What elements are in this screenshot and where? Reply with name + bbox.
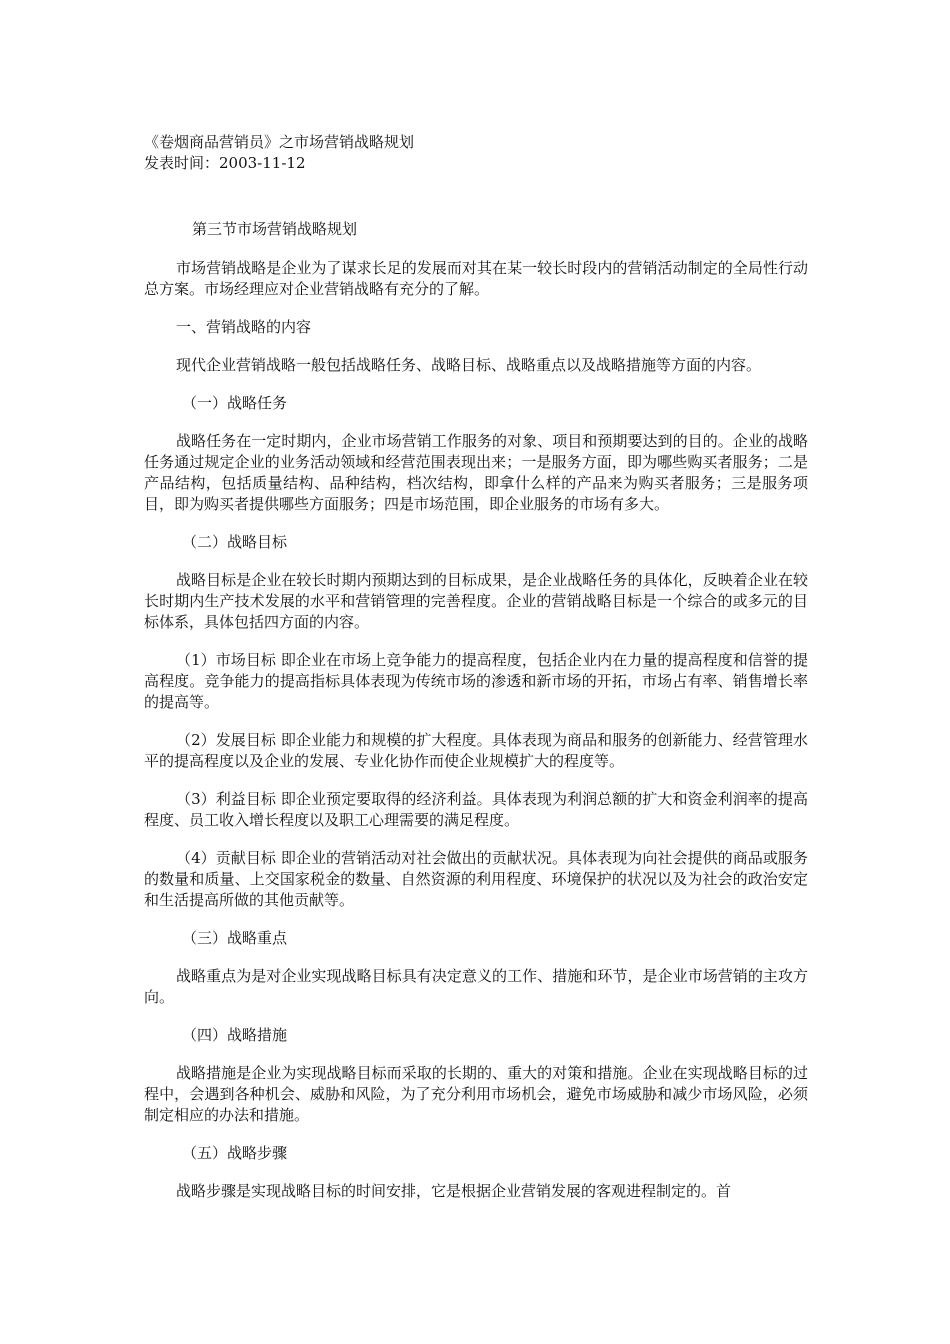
publish-date: 发表时间：2003-11-12 (144, 154, 306, 172)
subheading-strategic-steps: （五）战略步骤 (182, 1144, 288, 1162)
paragraph-contribution-goal: （4）贡献目标 即企业的营销活动对社会做出的贡献状况。具体表现为向社会提供的商品或服务的数量和质量、上交国家税金的数量、自然资源的利用程度、环境保护的状况以及为社会的政治安定和生活提高所做的其他贡献等。 (144, 849, 808, 909)
heading-strategy-content: 一、营销战略的内容 (176, 318, 312, 336)
section-title: 第三节市场营销战略规划 (192, 220, 358, 238)
paragraph-strategy-content: 现代企业营销战略一般包括战略任务、战略目标、战略重点以及战略措施等方面的内容。 (176, 356, 762, 374)
paragraph-strategic-measures: 战略措施是企业为实现战略目标而采取的长期的、重大的对策和措施。企业在实现战略目标的过程中，会遇到各种机会、威胁和风险，为了充分利用市场机会，避免市场威胁和减少市场风险，必须制定相应的办法和措施。 (144, 1064, 808, 1124)
subheading-strategic-measures: （四）战略措施 (182, 1026, 288, 1044)
subheading-strategic-goal: （二）战略目标 (182, 533, 288, 551)
paragraph-strategic-goal: 战略目标是企业在较长时期内预期达到的目标成果，是企业战略任务的具体化，反映着企业在较长时期内生产技术发展的水平和营销管理的完善程度。企业的营销战略目标是一个综合的或多元的目标体系，具体包括四方面的内容。 (144, 571, 808, 631)
paragraph-profit-goal: （3）利益目标 即企业预定要取得的经济利益。具体表现为利润总额的扩大和资金利润率的提高程度、员工收入增长程度以及职工心理需要的满足程度。 (144, 790, 808, 829)
paragraph-strategic-steps: 战略步骤是实现战略目标的时间安排，它是根据企业营销发展的客观进程制定的。首 (176, 1182, 732, 1200)
paragraph-intro: 市场营销战略是企业为了谋求长足的发展而对其在某一较长时段内的营销活动制定的全局性行动总方案。市场经理应对企业营销战略有充分的了解。 (144, 259, 808, 298)
subheading-strategic-focus: （三）战略重点 (182, 929, 288, 947)
document-page (144, 132, 808, 1202)
paragraph-strategic-task: 战略任务在一定时期内，企业市场营销工作服务的对象、项目和预期要达到的目的。企业的战略任务通过规定企业的业务活动领域和经营范围表现出来；一是服务方面，即为哪些购买者服务；二是产品结构，包括质量结构、品种结构，档次结构，即拿什么样的产品来为购买者服务；三是服务项目，即为购买者提供哪些方面服务；四是市场范围，即企业服务的市场有多大。 (144, 432, 808, 513)
document-title: 《卷烟商品营销员》之市场营销战略规划 (144, 133, 415, 151)
paragraph-strategic-focus: 战略重点为是对企业实现战略目标具有决定意义的工作、措施和环节，是企业市场营销的主攻方向。 (144, 967, 808, 1006)
subheading-strategic-task: （一）战略任务 (182, 394, 288, 412)
paragraph-development-goal: （2）发展目标 即企业能力和规模的扩大程度。具体表现为商品和服务的创新能力、经营管理水平的提高程度以及企业的发展、专业化协作而使企业规模扩大的程度等。 (144, 731, 808, 770)
paragraph-market-goal: （1）市场目标 即企业在市场上竞争能力的提高程度，包括企业内在力量的提高程度和信誉的提高程度。竞争能力的提高指标具体表现为传统市场的渗透和新市场的开拓，市场占有率、销售增长率的提高等。 (144, 651, 808, 711)
